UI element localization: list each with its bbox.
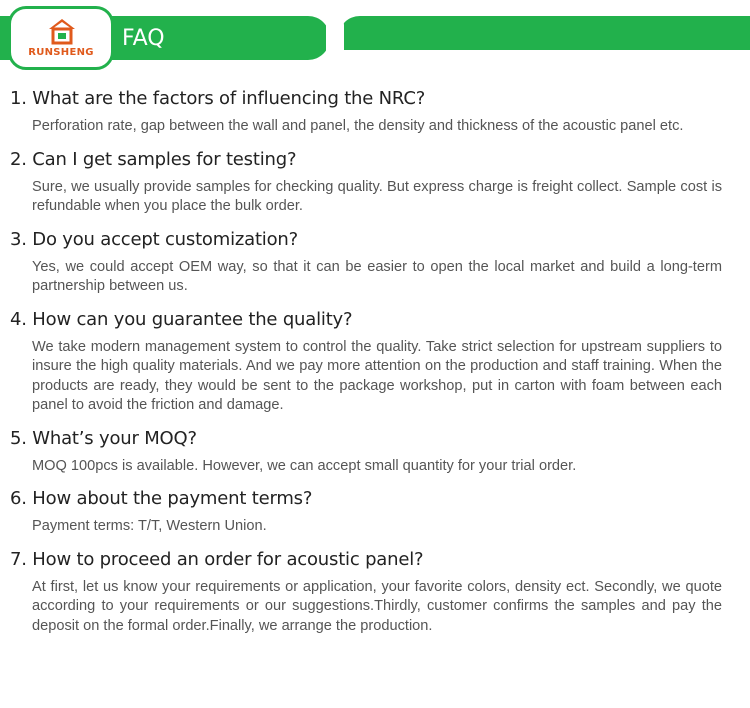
faq-item [0, 308, 750, 416]
faq-question: 3. Do you accept customization? [10, 228, 298, 250]
page-title: FAQ [122, 26, 165, 51]
faq-answer: MOQ 100pcs is available. However, we can accept small quantity for your trial order. [32, 457, 577, 474]
faq-item [0, 427, 750, 477]
faq-item [0, 487, 750, 537]
faq-answer: We take modern management system to control the quality. Take strict selection for upstream suppliers to insure the high quality materials. And we pay more attention on the production and staff training. When the products are ready, they would be sent to the package workshop, put in carton with foam between each panel to avoid the friction and damage. [32, 338, 722, 413]
faq-list [0, 87, 750, 647]
faq-question: 7. How to proceed an order for acoustic panel? [10, 548, 424, 570]
header-bar-right [338, 16, 750, 46]
faq-question: 6. How about the payment terms? [10, 488, 313, 509]
header-bar-line [330, 44, 750, 50]
faq-answer: Sure, we usually provide samples for checking quality. But express charge is freight collect. Sample cost is refundable when you place the bulk order. [32, 178, 722, 214]
faq-item [0, 148, 750, 217]
faq-question: 2. Can I get samples for testing? [10, 148, 297, 170]
house-logo-icon [47, 17, 77, 45]
faq-item [0, 228, 750, 297]
faq-answer: Perforation rate, gap between the wall and panel, the density and thickness of the acoustic panel etc. [32, 118, 684, 134]
header-bar-gap [326, 16, 344, 60]
brand-logo [8, 6, 114, 70]
faq-answer: Payment terms: T/T, Western Union. [32, 518, 267, 534]
faq-question: 4. How can you guarantee the quality? [10, 308, 353, 330]
faq-question: 5. What’s your MOQ? [10, 427, 197, 449]
brand-name: RUNSHENG [28, 47, 94, 58]
faq-item [0, 548, 750, 637]
faq-answer: Yes, we could accept OEM way, so that it can be easier to open the local market and build a long-term partnership between us. [32, 258, 722, 294]
faq-item [0, 87, 750, 137]
faq-answer: At first, let us know your requirements or application, your favorite colors, density ect. Secondly, we quote according to your requirements or our suggestions.Thirdly, customer confirms the samples and pay the deposit on the formal order.Finally, we arrange the production. [32, 578, 722, 634]
faq-question: 1. What are the factors of influencing the NRC? [10, 88, 426, 109]
faq-header [0, 0, 750, 75]
